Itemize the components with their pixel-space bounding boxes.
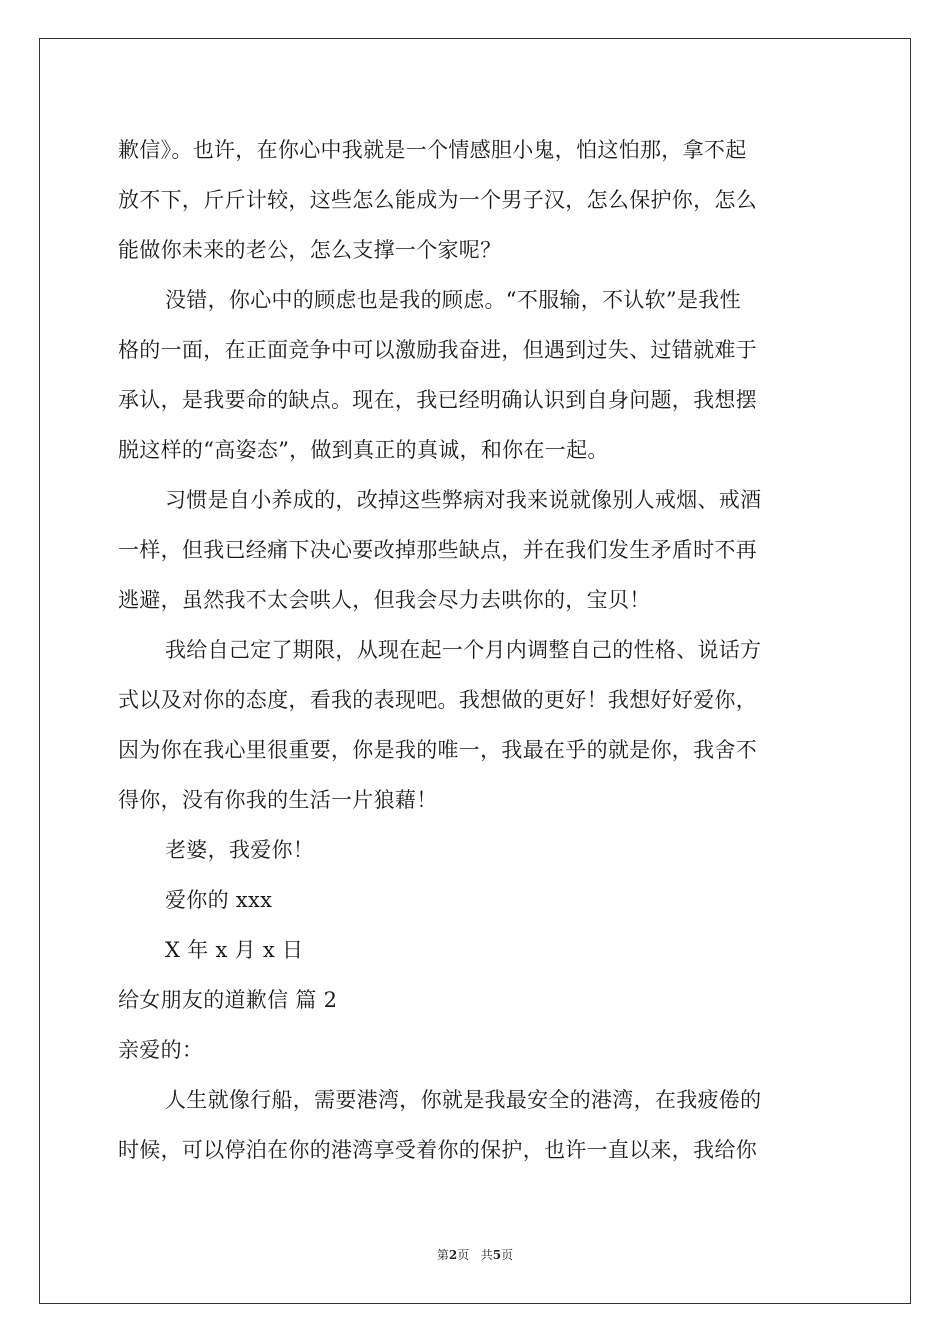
closing-line: 老婆，我爱你！: [165, 838, 315, 862]
text-line: 格的一面，在正面竞争中可以激励我奋进，但遇到过失、过错就难于: [118, 338, 757, 362]
footer-total-suffix: 页: [501, 1248, 514, 1262]
text-line: 式以及对你的态度，看我的表现吧。我想做的更好！我想好好爱你，: [118, 688, 757, 712]
paragraph-start-line: 人生就像行船，需要港湾，你就是我最安全的港湾，在我疲倦的: [165, 1088, 762, 1112]
date-line: X 年 x 月 x 日: [165, 938, 304, 962]
section-heading: 给女朋友的道歉信 篇 2: [118, 988, 338, 1012]
text-line: 得你，没有你我的生活一片狼藉！: [118, 788, 438, 812]
footer-total-prefix: 共: [480, 1248, 493, 1262]
text-line: 时候，可以停泊在你的港湾享受着你的保护，也许一直以来，我给你: [118, 1138, 757, 1162]
document-body: [118, 125, 838, 1175]
text-line: 逃避，虽然我不太会哄人，但我会尽力去哄你的，宝贝！: [118, 588, 651, 612]
footer-page-word: 页: [457, 1248, 470, 1262]
paragraph-start-line: 我给自己定了期限，从现在起一个月内调整自己的性格、说话方: [165, 638, 762, 662]
paragraph-start-line: 习惯是自小养成的，改掉这些弊病对我来说就像别人戒烟、戒酒: [165, 488, 762, 512]
salutation-line: 亲爱的：: [118, 1038, 204, 1062]
page-footer: [0, 1246, 950, 1263]
text-line: 能做你未来的老公，怎么支撑一个家呢？: [118, 238, 502, 262]
current-page-number: 2: [448, 1248, 458, 1262]
text-line: 放不下，斤斤计较，这些怎么能成为一个男子汉，怎么保护你，怎么: [118, 188, 757, 212]
text-line: 脱这样的“高姿态”，做到真正的真诚，和你在一起。: [118, 438, 609, 462]
text-line: 因为你在我心里很重要，你是我的唯一，我最在乎的就是你，我舍不: [118, 738, 757, 762]
signature-line: 爱你的 xxx: [165, 888, 273, 912]
total-page-count: 5: [492, 1248, 502, 1262]
text-line: 承认，是我要命的缺点。现在，我已经明确认识到自身问题，我想摆: [118, 388, 757, 412]
text-line: 歉信》。也许，在你心中我就是一个情感胆小鬼，怕这怕那，拿不起: [118, 138, 747, 162]
paragraph-start-line: 没错，你心中的顾虑也是我的顾虑。“不服输，不认软”是我性: [165, 288, 741, 312]
footer-prefix: 第: [436, 1248, 449, 1262]
text-line: 一样，但我已经痛下决心要改掉那些缺点，并在我们发生矛盾时不再: [118, 538, 757, 562]
